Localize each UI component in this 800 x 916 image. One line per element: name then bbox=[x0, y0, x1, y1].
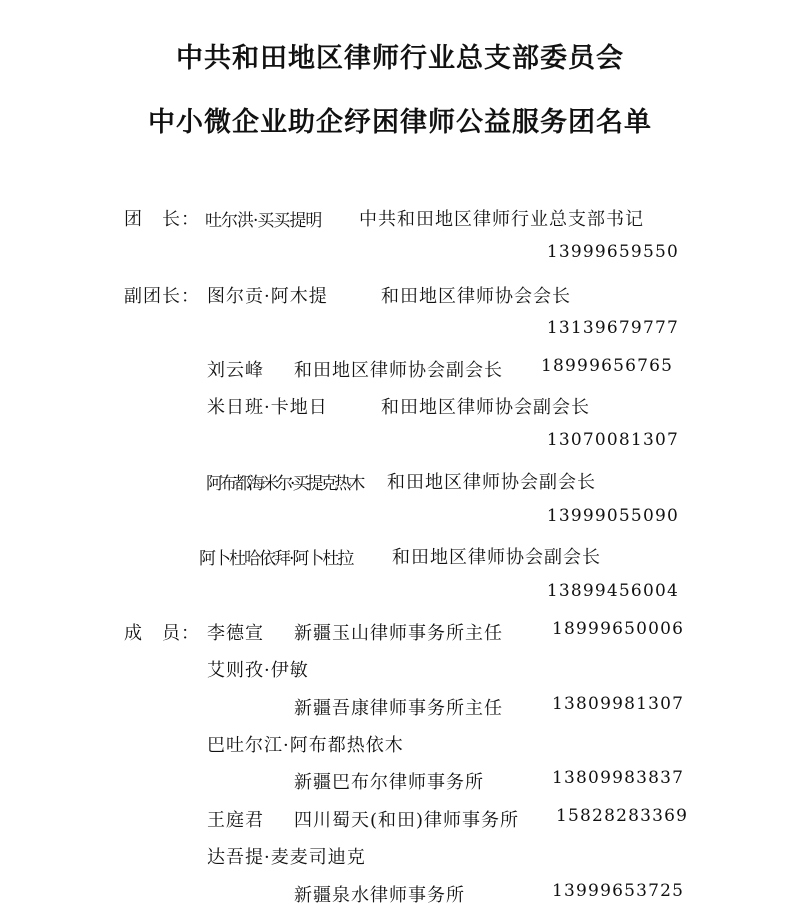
member-phone: 13999653725 bbox=[552, 881, 685, 901]
deputy-phone: 18999656765 bbox=[541, 356, 674, 376]
role-label-leader: 团 长： bbox=[124, 209, 200, 230]
deputy-title: 和田地区律师协会副会长 bbox=[381, 397, 590, 418]
member-title: 新疆玉山律师事务所主任 bbox=[294, 623, 503, 644]
document-title-line2: 中小微企业助企纾困律师公益服务团名单 bbox=[148, 107, 652, 138]
member-title: 四川蜀天(和田)律师事务所 bbox=[294, 810, 520, 831]
deputy-phone: 13899456004 bbox=[546, 581, 679, 601]
member-title: 新疆巴布尔律师事务所 bbox=[294, 772, 484, 793]
member-name: 巴吐尔江·阿布都热依木 bbox=[207, 735, 404, 756]
leader-name: 吐尔洪·买买提明 bbox=[205, 211, 322, 231]
deputy-title: 和田地区律师协会副会长 bbox=[387, 472, 596, 493]
document-title-line1: 中共和田地区律师行业总支部委员会 bbox=[176, 43, 624, 74]
deputy-phone: 13139679777 bbox=[546, 318, 679, 338]
member-name: 艾则孜·伊敏 bbox=[207, 660, 309, 681]
deputy-phone: 13999055090 bbox=[546, 506, 679, 526]
member-phone: 13809983837 bbox=[552, 768, 685, 788]
leader-title: 中共和田地区律师行业总支部书记 bbox=[359, 209, 644, 230]
deputy-name: 阿卜杜哈依拜·阿卜杜拉 bbox=[199, 549, 353, 569]
member-name: 王庭君 bbox=[207, 810, 264, 831]
deputy-name: 米日班·卡地日 bbox=[207, 397, 328, 418]
deputy-phone: 13070081307 bbox=[546, 430, 679, 450]
deputy-title: 和田地区律师协会副会长 bbox=[294, 360, 503, 381]
member-phone: 15828283369 bbox=[556, 806, 689, 826]
role-label-deputy: 副团长： bbox=[124, 286, 200, 307]
deputy-title: 和田地区律师协会副会长 bbox=[392, 547, 601, 568]
role-label-member: 成 员： bbox=[124, 623, 200, 644]
deputy-name: 阿布都海米尔·买提克热木 bbox=[206, 474, 363, 494]
member-name: 达吾提·麦麦司迪克 bbox=[207, 847, 366, 868]
member-name: 李德宣 bbox=[207, 623, 264, 644]
member-title: 新疆吾康律师事务所主任 bbox=[294, 698, 503, 719]
deputy-name: 图尔贡·阿木提 bbox=[207, 286, 328, 307]
deputy-title: 和田地区律师协会会长 bbox=[381, 286, 571, 307]
member-phone: 13809981307 bbox=[552, 694, 685, 714]
member-title: 新疆泉水律师事务所 bbox=[294, 885, 465, 906]
member-phone: 18999650006 bbox=[552, 619, 685, 639]
deputy-name: 刘云峰 bbox=[207, 360, 264, 381]
leader-phone: 13999659550 bbox=[546, 242, 679, 262]
